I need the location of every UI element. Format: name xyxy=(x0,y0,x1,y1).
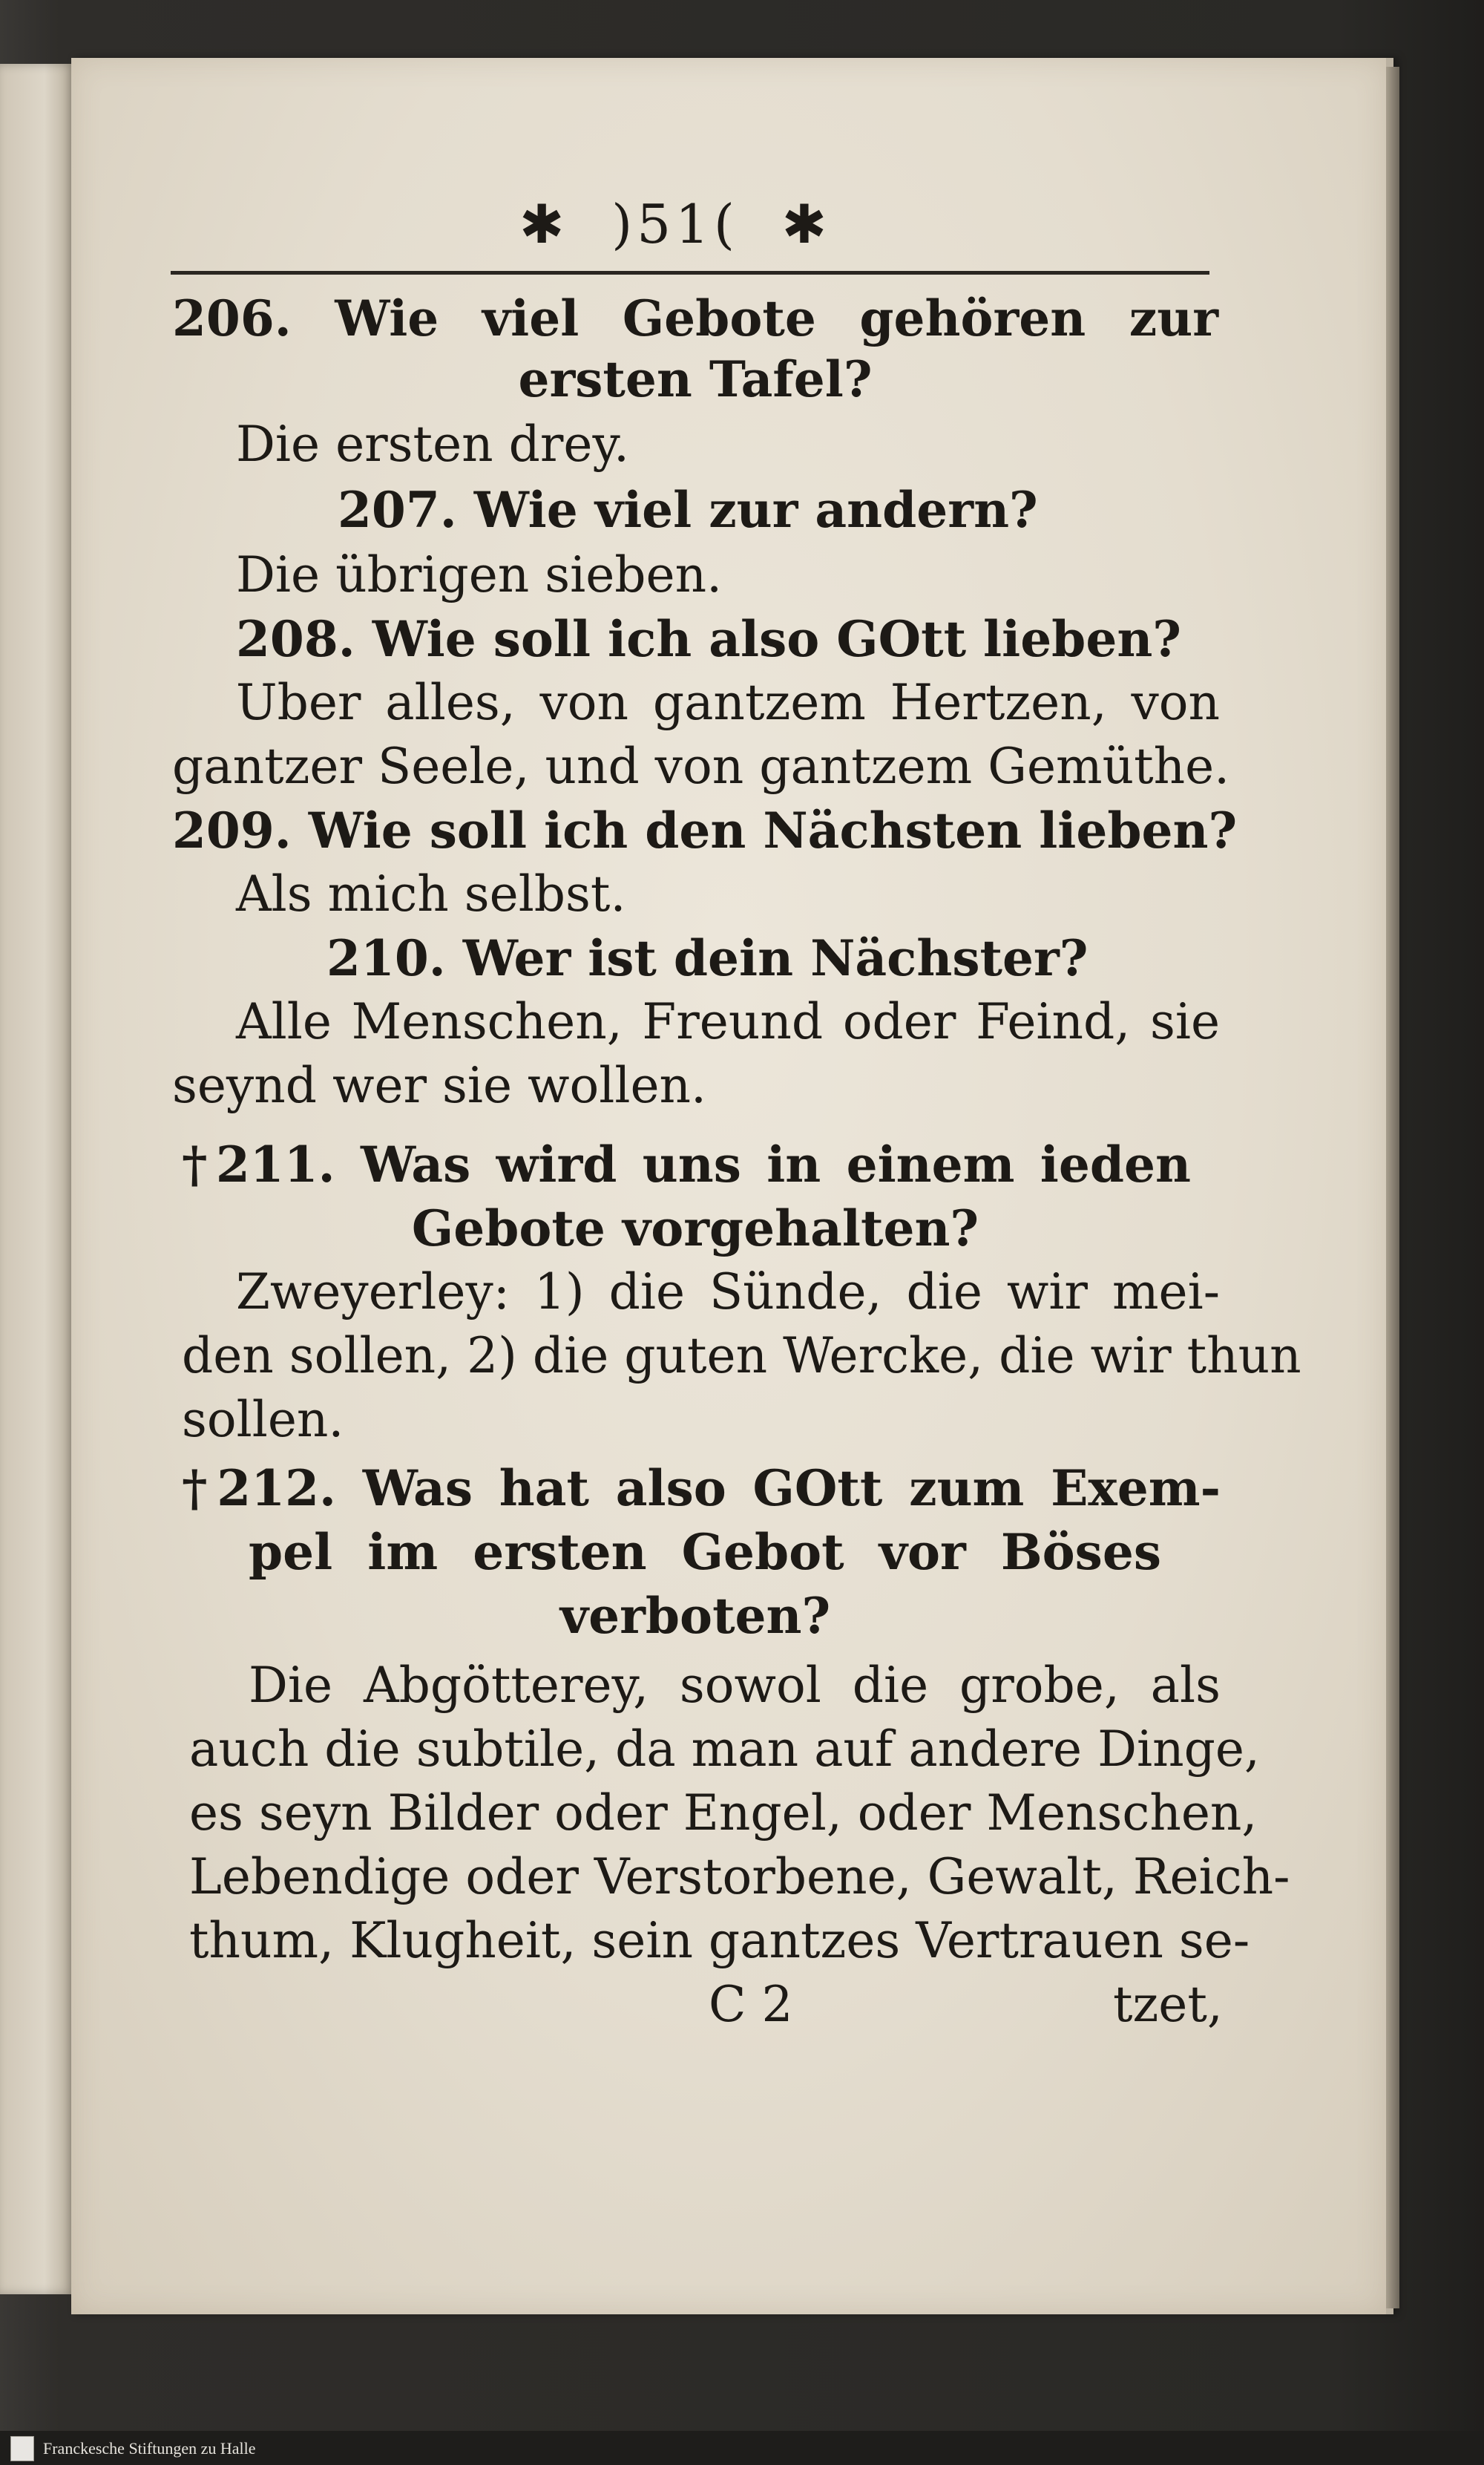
question-209: 209. Wie soll ich den Nächsten lieben? xyxy=(172,802,1238,860)
answer-211-line-3: sollen. xyxy=(182,1391,344,1448)
question-207: 207. Wie viel zur andern? xyxy=(338,481,1038,539)
facing-page-edge xyxy=(0,64,74,2294)
question-212-line-3: verboten? xyxy=(559,1587,831,1645)
answer-212-line-3: es seyn Bilder oder Engel, oder Menschen, xyxy=(189,1784,1258,1842)
question-212-line-2: pel im ersten Gebot vor Böses xyxy=(249,1523,1161,1581)
answer-212-line-5: thum, Klugheit, sein gantzes Vertrauen se- xyxy=(189,1912,1250,1969)
question-211-line-2: Gebote vorgehalten? xyxy=(411,1199,979,1257)
header-rule xyxy=(171,271,1209,275)
ornament-left-icon: ✱ xyxy=(519,193,569,255)
question-208: 208. Wie soll ich also GOtt lieben? xyxy=(236,610,1181,668)
page-edge-shadow xyxy=(1386,67,1399,2308)
answer-209: Als mich selbst. xyxy=(236,865,626,923)
question-211-line-1: †211. Was wird uns in einem ieden xyxy=(182,1136,1191,1194)
answer-211-line-1: Zweyerley: 1) die Sünde, die wir mei- xyxy=(236,1263,1220,1320)
question-210: 210. Wer ist dein Nächster? xyxy=(326,929,1089,987)
page-header: ✱ )51( ✱ xyxy=(519,193,832,255)
answer-210-line-1: Alle Menschen, Freund oder Feind, sie xyxy=(236,993,1220,1050)
answer-212-line-4: Lebendige oder Verstorbene, Gewalt, Reich- xyxy=(189,1848,1290,1905)
question-206-line-2: ersten Tafel? xyxy=(518,350,873,408)
answer-208-line-2: gantzer Seele, und von gantzem Gemüthe. xyxy=(172,738,1230,795)
answer-210-line-2: seynd wer sie wollen. xyxy=(172,1057,707,1114)
catchword: tzet, xyxy=(1113,1976,1223,2033)
answer-212-line-2: auch die subtile, da man auf andere Dinge, xyxy=(189,1721,1260,1778)
page-number: 51 xyxy=(637,193,714,255)
ornament-right-icon: ✱ xyxy=(781,193,832,255)
signature-mark: C 2 xyxy=(709,1976,793,2033)
question-212-line-1: †212. Was hat also GOtt zum Exem- xyxy=(182,1459,1221,1517)
question-206-line-1: 206. Wie viel Gebote gehören zur xyxy=(172,289,1218,347)
answer-212-line-1: Die Abgötterey, sowol die grobe, als xyxy=(249,1657,1221,1714)
institution-logo-icon xyxy=(10,2436,34,2461)
answer-206: Die ersten drey. xyxy=(236,416,629,473)
answer-207: Die übrigen sieben. xyxy=(236,546,723,603)
institution-credit: Franckesche Stiftungen zu Halle xyxy=(43,2439,256,2458)
answer-208-line-1: Uber alles, von gantzem Hertzen, von xyxy=(236,674,1220,731)
answer-211-line-2: den sollen, 2) die guten Wercke, die wir thun xyxy=(182,1327,1301,1384)
